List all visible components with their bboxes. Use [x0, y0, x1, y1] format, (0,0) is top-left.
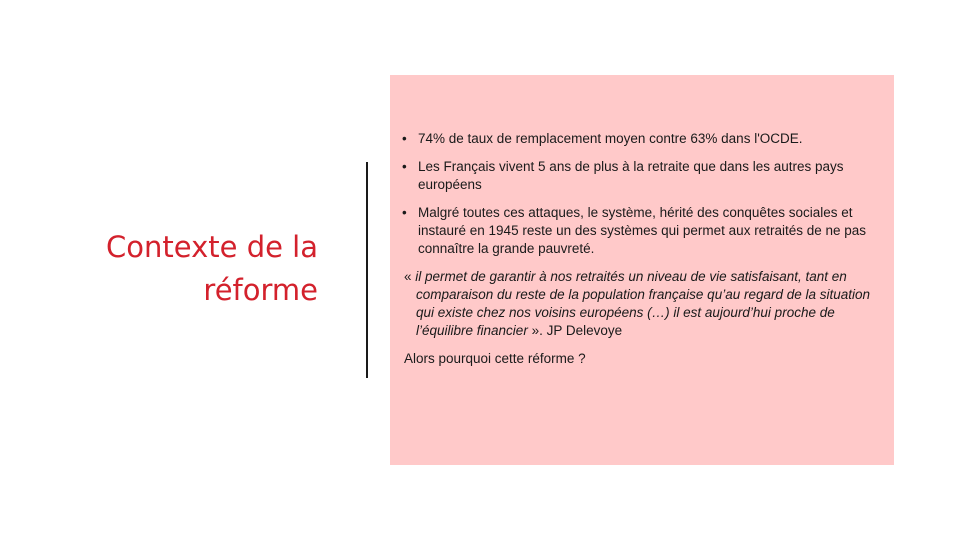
vertical-divider: [366, 162, 368, 378]
closing-question: Alors pourquoi cette réforme ?: [404, 351, 586, 366]
bullet-item: [400, 158, 884, 194]
bullet-item: [400, 204, 884, 258]
slide-title-line-2: réforme: [203, 273, 318, 307]
bullet-text: Les Français vivent 5 ans de plus à la retraite que dans les autres pays européens: [418, 159, 844, 192]
bullet-dot-icon: •: [402, 159, 407, 174]
slide-title: [40, 226, 318, 312]
quote-attribution: ». JP Delevoye: [527, 323, 623, 338]
bullet-dot-icon: •: [402, 131, 407, 146]
bullet-text: 74% de taux de remplacement moyen contre 63% dans l'OCDE.: [418, 131, 803, 146]
quote-text: il permet de garantir à nos retraités un niveau de vie satisfaisant, tant en comparaison du reste de la population française qu’au regard de la situation qui existe chez nos voisins européens (…) il est aujourd’hui proche de l’équilibre financier: [415, 269, 871, 338]
bullet-text: Malgré toutes ces attaques, le système, hérité des conquêtes sociales et instauré en 1945 reste un des systèmes qui permet aux retraités de ne pas connaître la grande pauvreté.: [418, 205, 867, 256]
quote-open: «: [404, 269, 416, 284]
bullet-item: [400, 130, 884, 148]
quote-block: [400, 268, 884, 340]
bullet-dot-icon: •: [402, 205, 407, 220]
slide-title-line-1: Contexte de la: [106, 230, 318, 264]
content-text: [400, 130, 884, 368]
